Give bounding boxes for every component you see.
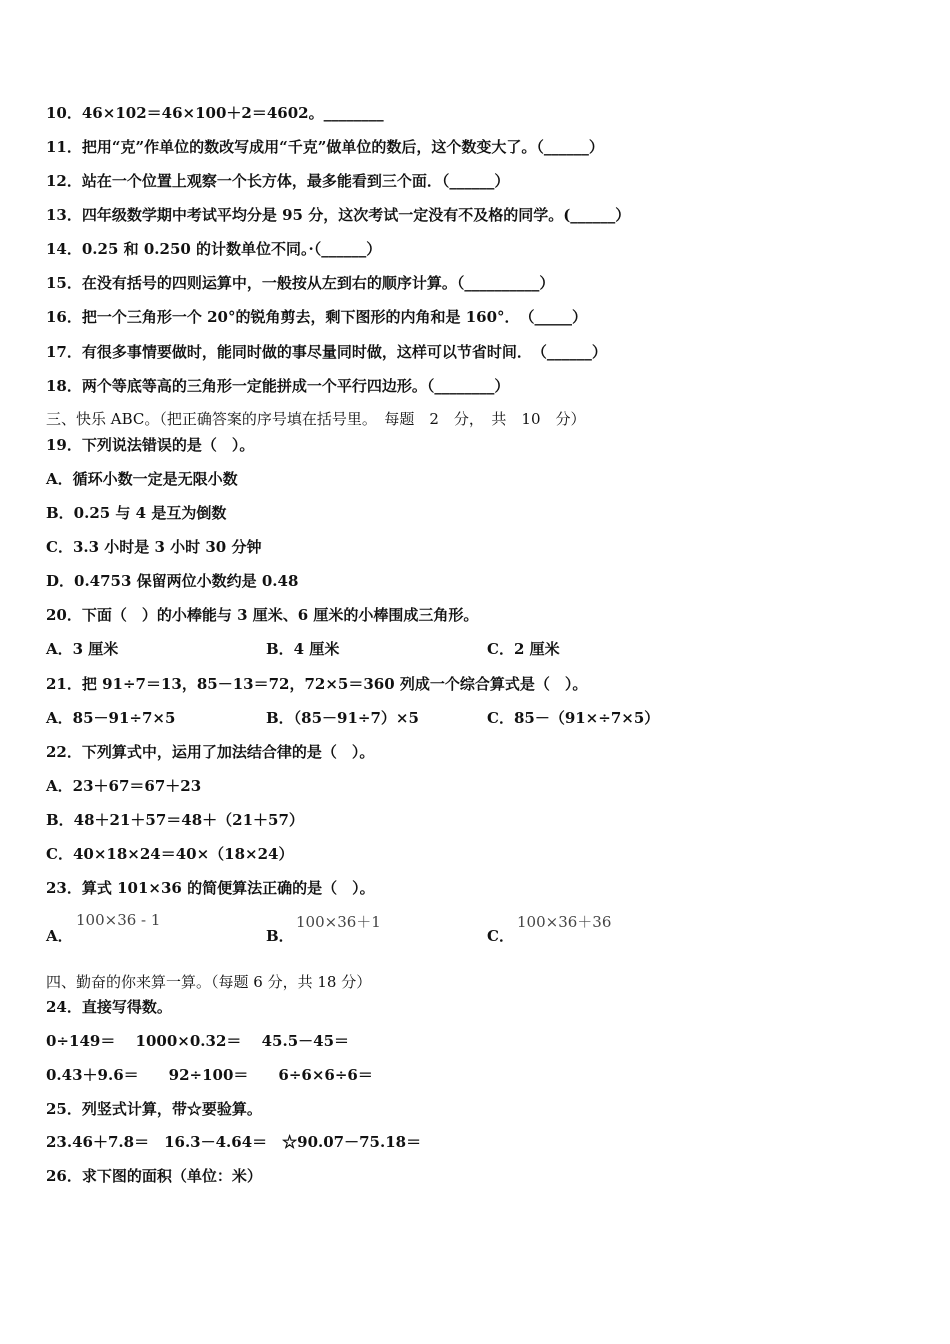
question-22-option-a: A．23＋67＝67＋23 bbox=[46, 777, 202, 795]
question-20-option-b: B．4 厘米 bbox=[266, 640, 340, 658]
question-24-stem: 24．直接写得数。 bbox=[46, 998, 172, 1016]
section-3-heading: 三、快乐 ABC。（把正确答案的序号填在括号里。 每题 2 分， 共 10 分） bbox=[46, 410, 586, 428]
question-23-option-a-formula: 100×36 - 1 bbox=[76, 911, 161, 929]
question-13: 13．四年级数学期中考试平均分是 95 分，这次考试一定没有不及格的同学。(______） bbox=[46, 206, 631, 224]
question-19-option-b: B．0.25 与 4 是互为倒数 bbox=[46, 504, 227, 522]
question-25-row-1: 23.46＋7.8＝ 16.3－4.64＝ ☆90.07－75.18＝ bbox=[46, 1133, 422, 1151]
question-20-option-c: C．2 厘米 bbox=[487, 640, 560, 658]
question-19-option-a: A．循环小数一定是无限小数 bbox=[46, 470, 238, 488]
question-22-option-c: C．40×18×24＝40×（18×24） bbox=[46, 845, 294, 863]
question-11: 11．把用“克”作单位的数改写成用“千克”做单位的数后，这个数变大了。（______） bbox=[46, 138, 604, 156]
question-23-stem: 23．算式 101×36 的简便算法正确的是（ ）。 bbox=[46, 879, 375, 897]
question-21-stem: 21．把 91÷7＝13，85－13＝72，72×5＝360 列成一个综合算式是（ ）。 bbox=[46, 675, 588, 693]
question-17: 17．有很多事情要做时，能同时做的事尽量同时做，这样可以节省时间． （______） bbox=[46, 343, 607, 361]
question-24-row-1: 0÷149＝ 1000×0.32＝ 45.5－45＝ bbox=[46, 1032, 350, 1050]
question-19-option-d: D．0.4753 保留两位小数约是 0.48 bbox=[46, 572, 299, 590]
question-24-row-2: 0.43＋9.6＝ 92÷100＝ 6÷6×6÷6＝ bbox=[46, 1066, 373, 1084]
question-19-option-c: C．3.3 小时是 3 小时 30 分钟 bbox=[46, 538, 262, 556]
question-15: 15．在没有括号的四则运算中，一般按从左到右的顺序计算。（__________） bbox=[46, 274, 555, 292]
question-19-stem: 19．下列说法错误的是（ ）。 bbox=[46, 436, 255, 454]
question-20-stem: 20．下面（ ）的小棒能与 3 厘米、6 厘米的小棒围成三角形。 bbox=[46, 606, 479, 624]
section-4-heading: 四、勤奋的你来算一算。（每题 6 分，共 18 分） bbox=[46, 973, 372, 991]
question-23-option-c-label: C． bbox=[487, 927, 514, 945]
question-16: 16．把一个三角形一个 20°的锐角剪去，剩下图形的内角和是 160°． （_____） bbox=[46, 308, 588, 326]
question-25-stem: 25．列竖式计算，带☆要验算。 bbox=[46, 1100, 262, 1118]
question-21-option-b: B．（85－91÷7）×5 bbox=[266, 709, 419, 727]
question-23-option-a-label: A． bbox=[46, 927, 73, 945]
question-18: 18．两个等底等高的三角形一定能拼成一个平行四边形。（________） bbox=[46, 377, 510, 395]
question-26: 26．求下图的面积（单位：米） bbox=[46, 1167, 262, 1185]
question-22-option-b: B．48＋21＋57＝48＋（21＋57） bbox=[46, 811, 304, 829]
question-23-option-b-formula: 100×36＋1 bbox=[296, 913, 381, 931]
question-22-stem: 22．下列算式中，运用了加法结合律的是（ ）。 bbox=[46, 743, 375, 761]
question-23-option-c-formula: 100×36＋36 bbox=[517, 913, 612, 931]
question-21-option-c: C．85－（91×÷7×5） bbox=[487, 709, 660, 727]
question-10: 10．46×102＝46×100＋2＝4602。________ bbox=[46, 104, 384, 122]
question-21-option-a: A．85－91÷7×5 bbox=[46, 709, 176, 727]
question-12: 12．站在一个位置上观察一个长方体，最多能看到三个面．（______） bbox=[46, 172, 510, 190]
question-20-option-a: A．3 厘米 bbox=[46, 640, 119, 658]
question-14: 14．0.25 和 0.250 的计数单位不同。·（______） bbox=[46, 240, 382, 258]
question-23-option-b-label: B． bbox=[266, 927, 294, 945]
